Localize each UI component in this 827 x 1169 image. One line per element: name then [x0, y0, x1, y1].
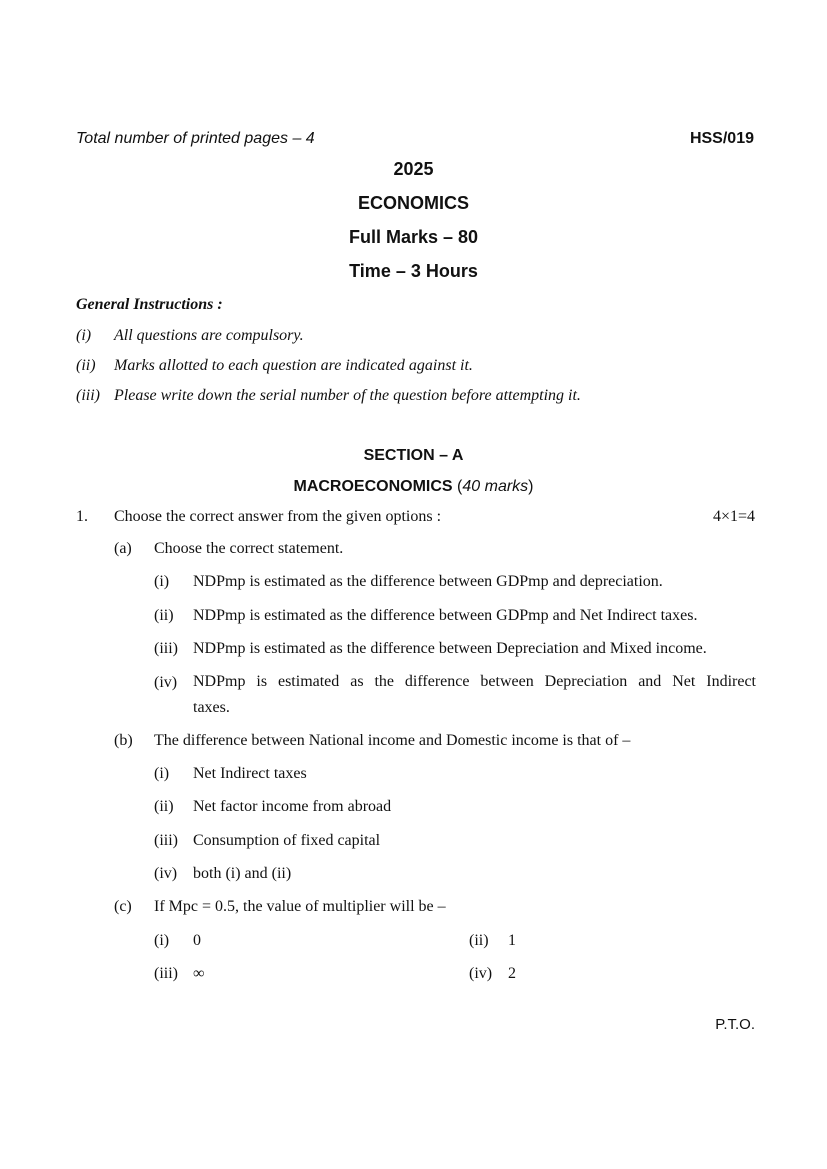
instruction-number: (i) — [76, 327, 92, 344]
option-label: (iii) — [154, 640, 178, 657]
option-text: NDPmp is estimated as the difference between Depreciation and Net Indirect — [193, 673, 756, 690]
instruction-number: (iii) — [76, 387, 100, 404]
instruction-text: Marks allotted to each question are indicated against it. — [114, 357, 473, 374]
option-text: both (i) and (ii) — [193, 865, 292, 882]
option-text: 1 — [508, 932, 516, 949]
full-marks: Full Marks – 80 — [348, 227, 479, 247]
question-marks: 4×1=4 — [712, 508, 755, 525]
please-turn-over: P.T.O. — [715, 1016, 755, 1033]
option-label: (ii) — [154, 798, 174, 815]
part-c-text: If Mpc = 0.5, the value of multiplier will be – — [154, 898, 446, 915]
section-marks-open: ( — [457, 478, 463, 495]
part-c-label: (c) — [114, 898, 132, 915]
option-label: (iv) — [154, 865, 178, 882]
instructions-heading: General Instructions : — [76, 296, 223, 313]
time-allowed: Time – 3 Hours — [349, 261, 478, 281]
section-name: MACROECONOMICS — [293, 478, 453, 495]
instruction-item — [76, 387, 581, 405]
printed-pages-note: Total number of printed pages – 4 — [76, 130, 315, 147]
option-label: (i) — [154, 573, 170, 590]
option-label: (iii) — [154, 965, 178, 982]
instruction-number: (ii) — [76, 357, 96, 374]
part-a-label: (a) — [114, 540, 132, 557]
section-marks: 40 marks — [462, 478, 529, 495]
option-text: Net factor income from abroad — [193, 798, 392, 815]
option-label: (iv) — [469, 965, 493, 982]
instruction-item — [76, 357, 473, 375]
option-label: (iii) — [154, 832, 178, 849]
option-text: Consumption of fixed capital — [193, 832, 381, 849]
option-text: ∞ — [193, 965, 205, 982]
part-b-label: (b) — [114, 732, 133, 749]
section-marks-close: ) — [528, 478, 534, 495]
option-text: 0 — [193, 932, 201, 949]
instruction-text: All questions are compulsory. — [114, 327, 304, 344]
option-text: NDPmp is estimated as the difference between GDPmp and Net Indirect taxes. — [193, 607, 698, 624]
option-label: (i) — [154, 932, 170, 949]
section-subtitle — [0, 478, 827, 496]
option-label: (i) — [154, 765, 170, 782]
instruction-text: Please write down the serial number of the question before attempting it. — [114, 387, 581, 404]
option-label: (ii) — [154, 607, 174, 624]
section-title: SECTION – A — [363, 447, 464, 464]
exam-year: 2025 — [393, 159, 434, 179]
option-text: 2 — [508, 965, 516, 982]
option-text: NDPmp is estimated as the difference between GDPmp and depreciation. — [193, 573, 663, 590]
subject-title: ECONOMICS — [357, 193, 469, 213]
option-label: (iv) — [154, 674, 178, 691]
paper-code: HSS/019 — [689, 130, 754, 147]
part-a-text: Choose the correct statement. — [154, 540, 344, 557]
option-text: NDPmp is estimated as the difference between Depreciation and Mixed income. — [193, 640, 707, 657]
question-text: Choose the correct answer from the given options : — [114, 508, 442, 525]
question-number: 1. — [76, 508, 88, 525]
part-b-text: The difference between National income and Domestic income is that of – — [154, 732, 631, 749]
option-text: Net Indirect taxes — [193, 765, 307, 782]
option-text-continued: taxes. — [193, 699, 230, 716]
instruction-item — [76, 327, 304, 345]
option-label: (ii) — [469, 932, 489, 949]
